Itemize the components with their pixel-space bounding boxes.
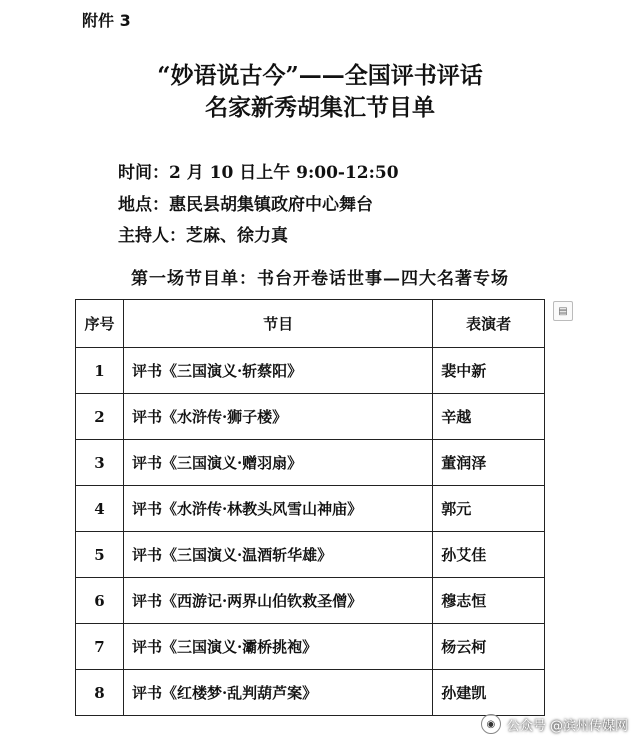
row-performer: 孙建凯 (433, 670, 545, 716)
row-program: 评书《三国演义·斩蔡阳》 (123, 348, 432, 394)
event-time: 时间：2 月 10 日上午 9:00-12:50 (118, 163, 399, 183)
row-performer: 裴中新 (433, 348, 545, 394)
row-performer: 郭元 (433, 486, 545, 532)
annex-label: 附件 3 (82, 11, 131, 30)
table-row (76, 348, 545, 394)
row-performer: 辛越 (433, 394, 545, 440)
table-row (76, 532, 545, 578)
table-header-row (76, 300, 545, 348)
header-program: 节目 (123, 300, 432, 348)
row-performer: 孙艾佳 (433, 532, 545, 578)
event-place: 地点：惠民县胡集镇政府中心舞台 (118, 195, 373, 215)
row-performer: 董润泽 (433, 440, 545, 486)
table-row (76, 578, 545, 624)
table-row (76, 670, 545, 716)
row-number: 8 (76, 670, 124, 716)
section-title: 第一场节目单：书台开卷话世事—四大名著专场 (131, 269, 509, 289)
table-row (76, 486, 545, 532)
header-number: 序号 (76, 300, 124, 348)
row-number: 6 (76, 578, 124, 624)
watermark (481, 712, 628, 736)
row-number: 2 (76, 394, 124, 440)
row-program: 评书《红楼梦·乱判葫芦案》 (123, 670, 432, 716)
document-title-line2: 名家新秀胡集汇节目单 (205, 94, 435, 121)
row-number: 1 (76, 348, 124, 394)
watermark-text: 公众号 @滨州传媒网 (506, 718, 628, 734)
row-program: 评书《水浒传·狮子楼》 (123, 394, 432, 440)
row-performer: 穆志恒 (433, 578, 545, 624)
account-logo-icon: ◉ (481, 714, 501, 734)
row-number: 3 (76, 440, 124, 486)
program-table (75, 299, 545, 716)
row-performer: 杨云柯 (433, 624, 545, 670)
table-row (76, 624, 545, 670)
row-number: 4 (76, 486, 124, 532)
row-program: 评书《三国演义·赠羽扇》 (123, 440, 432, 486)
row-program: 评书《三国演义·温酒斩华雄》 (123, 532, 432, 578)
header-performer: 表演者 (433, 300, 545, 348)
row-program: 评书《西游记·两界山伯钦救圣僧》 (123, 578, 432, 624)
table-row (76, 394, 545, 440)
row-number: 7 (76, 624, 124, 670)
row-program: 评书《三国演义·灞桥挑袍》 (123, 624, 432, 670)
event-host: 主持人：芝麻、徐力真 (118, 226, 288, 246)
row-number: 5 (76, 532, 124, 578)
document-title-line1: “妙语说古今”——全国评书评话 (157, 62, 483, 89)
table-row (76, 440, 545, 486)
image-placeholder-icon[interactable]: ▤ (553, 301, 573, 321)
row-program: 评书《水浒传·林教头风雪山神庙》 (123, 486, 432, 532)
